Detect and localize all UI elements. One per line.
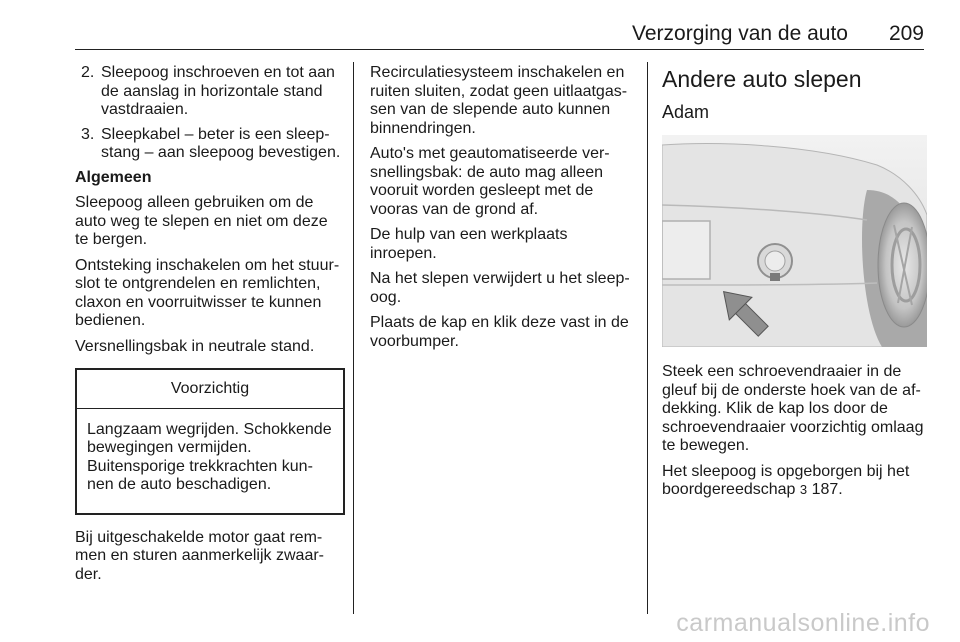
step-number: 2. <box>81 64 95 81</box>
section-title: Andere auto slepen <box>662 66 862 92</box>
column-1 <box>75 64 345 591</box>
ignition-text: Ontsteking inschakelen om het stuurslot te ontgrendelen en remlichten, claxon en voorruitwisser te kunnen bedienen. <box>75 256 340 329</box>
storage-text <box>662 463 930 500</box>
column-3 <box>662 64 930 507</box>
watermark: carmanualsonline.info <box>676 609 930 637</box>
list-item <box>75 64 345 120</box>
column-2 <box>370 64 635 358</box>
remove-eye-text: Na het slepen verwijdert u het sleepoog. <box>370 270 630 306</box>
list-item <box>75 126 345 163</box>
caution-text: Langzaam wegrijden. Schokkende bewegingen vermijden. Buitensporige trekkrachten kunnen de auto beschadigen. <box>87 420 332 493</box>
column-divider <box>647 62 648 614</box>
storage-text-prefix: Het sleepoog is opgeborgen bij het boordgereedschap <box>662 462 910 498</box>
gear-text: Versnellingsbak in neutrale stand. <box>75 337 315 355</box>
page-number: 209 <box>888 22 924 45</box>
step-number: 3. <box>81 125 95 143</box>
page-reference-number[interactable]: 187. <box>811 481 843 498</box>
steps-list <box>75 64 345 163</box>
page-header <box>0 0 960 50</box>
workshop-text: De hulp van een werkplaats inroepen. <box>370 226 568 262</box>
caution-box <box>75 368 345 515</box>
general-text: Sleepoog alleen gebruiken om de auto weg te slepen en niet om deze te bergen. <box>75 194 328 248</box>
caution-title: Voorzichtig <box>77 370 343 409</box>
replace-cap-text: Plaats de kap en klik deze vast in de voorbumper. <box>370 314 629 350</box>
page-reference-icon: 3 <box>799 482 808 497</box>
car-bumper-image <box>662 135 927 347</box>
instruction-text: Steek een schroevendraaier in de gleuf bij de onderste hoek van de afdekking. Klik de kap los door de schroevendraaier voorzichtig omlaag te bewegen. <box>662 363 924 454</box>
step-text: Sleepoog inschroeven en tot aan de aanslag in horizontale stand vastdraaien. <box>101 64 335 118</box>
step-text: Sleepkabel – beter is een sleepstang – aan sleepoog bevestigen. <box>101 125 341 161</box>
column-divider <box>353 62 354 614</box>
automated-gearbox-text: Auto's met geautomatiseerde versnellingsbak: de auto mag alleen vooruit worden gesleept met de vooras van de grond af. <box>370 145 610 218</box>
header-rule <box>75 49 924 50</box>
general-heading: Algemeen <box>75 168 152 186</box>
subsection-title: Adam <box>662 102 710 122</box>
header-title: Verzorging van de auto <box>632 22 848 45</box>
recirculation-text: Recirculatiesysteem inschakelen en ruiten sluiten, zodat geen uitlaatgassen van de slepende auto kunnen binnendringen. <box>370 64 628 137</box>
engine-off-text: Bij uitgeschakelde motor gaat remmen en sturen aanmerkelijk zwaarder. <box>75 528 324 583</box>
